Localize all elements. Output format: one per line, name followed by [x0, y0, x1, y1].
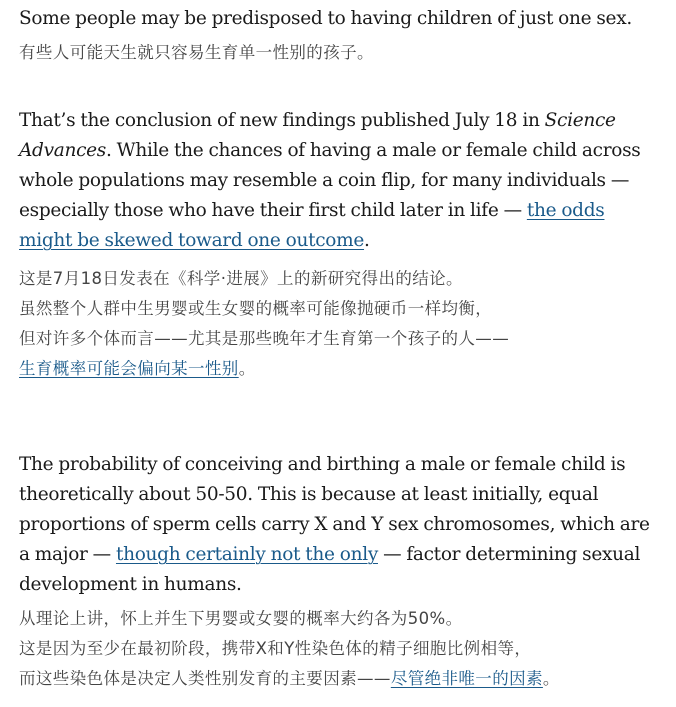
journal-name: Science Advances [19, 110, 616, 161]
odds-skewed-link-chinese[interactable]: 生育概率可能会偏向某一性别 [19, 359, 239, 378]
paragraph-1-chinese [19, 38, 659, 68]
paragraph-3-translation-end: 。 [542, 669, 560, 688]
paragraph-2-translation-end: 。 [238, 359, 256, 378]
paragraph-2-translation-line-3: 但对许多个体而言——尤其是那些晚年才生育第一个孩子的人—— [19, 329, 510, 348]
paragraph-2-english [19, 106, 659, 256]
paragraph-1-english [19, 4, 659, 34]
paragraph-3-translation-line-3 [19, 664, 659, 694]
paragraph-3-translation-line-3-text: 而这些染色体是决定人类性别发育的主要因素—— [19, 669, 391, 688]
paragraph-1-text: Some people may be predisposed to having children of just one sex. [19, 8, 632, 29]
paragraph-3-chinese [19, 604, 659, 694]
not-the-only-link-chinese[interactable]: 尽管绝非唯一的因素 [390, 669, 543, 688]
paragraph-1-translation: 有些人可能天生就只容易生育单一性别的孩子。 [19, 43, 374, 62]
paragraph-3-text-start: The probability of conceiving and birthing a male or female child is theoretically about 50-50. This is because at least initially, equal proportions of sperm cells carry X and Y sex chromosomes, which are a major — [19, 454, 650, 565]
paragraph-3-translation-line-1: 从理论上讲，怀上并生下男婴或女婴的概率大约各为50%。 [19, 609, 463, 628]
paragraph-2-translation-line-4 [19, 354, 659, 384]
paragraph-2-text-start: That’s the conclusion of new findings published July 18 in [19, 110, 545, 131]
not-the-only-link[interactable]: though certainly not the only [115, 544, 378, 565]
paragraph-3-text-end: — factor determining sexual development in humans. [19, 544, 641, 595]
paragraph-3-english [19, 450, 659, 600]
paragraph-2-translation-line-1: 这是7月18日发表在《科学·进展》上的新研究得出的结论。 [19, 269, 463, 288]
paragraph-2-text-end: . [364, 230, 370, 251]
odds-skewed-link[interactable]: the odds might be skewed toward one outcome [19, 200, 605, 251]
paragraph-2-translation-line-2: 虽然整个人群中生男婴或生女婴的概率可能像抛硬币一样均衡， [19, 299, 493, 318]
article-body [19, 4, 659, 694]
paragraph-2-chinese [19, 264, 659, 384]
paragraph-3-translation-line-2: 这是因为至少在最初阶段，携带X和Y性染色体的精子细胞比例相等， [19, 639, 532, 658]
paragraph-2-text-middle: . While the chances of having a male or female child across whole populations may resemble a coin flip, for many individuals — especially those who have their first child later in life — [19, 140, 641, 221]
